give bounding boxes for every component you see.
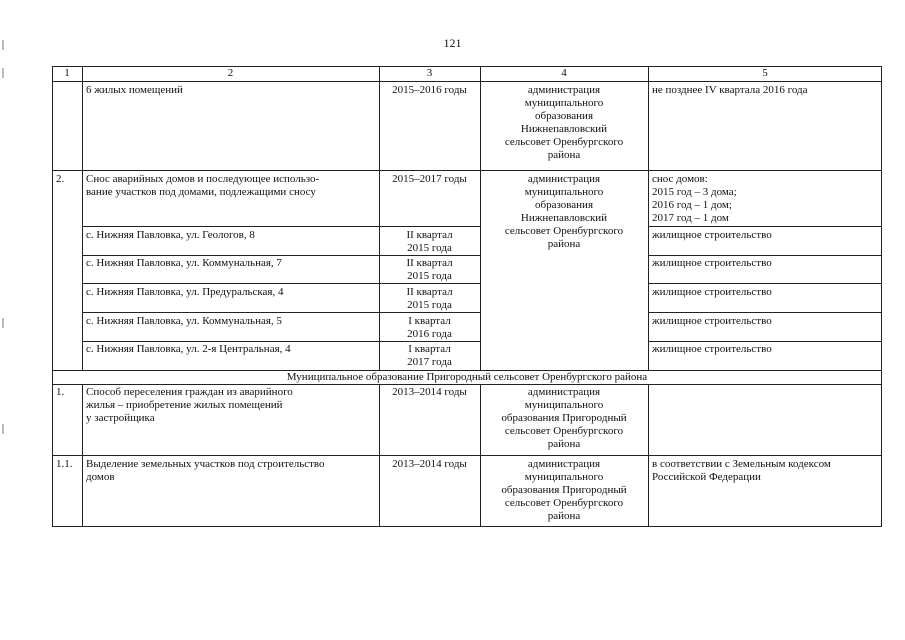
table-rule bbox=[648, 283, 882, 284]
table-rule bbox=[648, 341, 882, 342]
table-rule bbox=[52, 81, 882, 82]
table-rule bbox=[82, 226, 480, 227]
table-cell: с. Нижняя Павловка, ул. 2-я Центральная, 4 bbox=[86, 343, 291, 355]
table-rule bbox=[648, 226, 882, 227]
table-cell: жилищное строительство bbox=[652, 315, 772, 327]
table-cell: администрация муниципального образования Нижнепавловский сельсовет Оренбургского района bbox=[504, 84, 624, 161]
table-cell: администрация муниципального образования Пригородный сельсовет Оренбургского района bbox=[501, 458, 627, 522]
table-cell: с. Нижняя Павловка, ул. Коммунальная, 5 bbox=[86, 315, 282, 327]
table-cell: 2013–2014 годы bbox=[392, 386, 467, 398]
column-header: 5 bbox=[762, 67, 768, 79]
table-rule bbox=[82, 255, 480, 256]
table-cell: Способ переселения граждан из аварийного жилья – приобретение жилых помещений у застройщика bbox=[86, 386, 293, 424]
table-cell: в соответствии с Земельным кодексом Российской Федерации bbox=[652, 458, 831, 483]
table-cell: 6 жилых помещений bbox=[86, 84, 183, 96]
table-cell: Выделение земельных участков под строительство домов bbox=[86, 458, 325, 483]
scan-mark bbox=[2, 318, 4, 328]
table-cell: II квартал 2015 года bbox=[406, 229, 453, 254]
scan-mark bbox=[2, 424, 4, 434]
table-cell: I квартал 2016 года bbox=[407, 315, 452, 340]
table-cell: Снос аварийных домов и последующее использо- вание участков под домами, подлежащими сносу bbox=[86, 173, 320, 198]
table-cell: с. Нижняя Павловка, ул. Коммунальная, 7 bbox=[86, 257, 282, 269]
table-cell: с. Нижняя Павловка, ул. Предуральская, 4 bbox=[86, 286, 284, 298]
table-cell: администрация муниципального образования Нижнепавловский сельсовет Оренбургского района bbox=[504, 173, 624, 250]
table-cell: жилищное строительство bbox=[652, 257, 772, 269]
row-number: 1.1. bbox=[56, 458, 73, 470]
table-cell: 2015–2016 годы bbox=[392, 84, 467, 96]
scan-mark bbox=[2, 68, 4, 78]
column-header: 4 bbox=[561, 67, 567, 79]
table-cell: II квартал 2015 года bbox=[406, 257, 453, 282]
scan-mark bbox=[2, 40, 4, 50]
page-number: 121 bbox=[443, 36, 462, 50]
table-rule bbox=[82, 312, 480, 313]
row-number: 2. bbox=[56, 173, 65, 185]
document-table bbox=[52, 66, 882, 527]
table-cell: I квартал 2017 года bbox=[407, 343, 452, 368]
table-rule bbox=[52, 170, 882, 171]
table-rule bbox=[648, 312, 882, 313]
table-cell: жилищное строительство bbox=[652, 343, 772, 355]
table-border bbox=[52, 526, 882, 527]
column-header: 3 bbox=[426, 67, 433, 79]
column-header: 1 bbox=[64, 67, 70, 79]
table-rule bbox=[648, 255, 882, 256]
table-rule bbox=[82, 283, 480, 284]
table-cell: не позднее IV квартала 2016 года bbox=[652, 84, 808, 96]
table-rule bbox=[82, 341, 480, 342]
column-rule bbox=[648, 384, 649, 527]
table-rule bbox=[52, 384, 882, 385]
table-cell: администрация муниципального образования Пригородный сельсовет Оренбургского района bbox=[501, 386, 627, 450]
table-rule bbox=[52, 455, 882, 456]
table-cell: 2015–2017 годы bbox=[392, 173, 467, 185]
table-cell: 2013–2014 годы bbox=[392, 458, 467, 470]
column-header: 2 bbox=[227, 67, 234, 79]
section-heading: Муниципальное образование Пригородный сельсовет Оренбургского района bbox=[286, 371, 648, 383]
table-cell: снос домов: 2015 год – 3 дома; 2016 год – 1 дом; 2017 год – 1 дом bbox=[652, 173, 737, 224]
table-cell: с. Нижняя Павловка, ул. Геологов, 8 bbox=[86, 229, 255, 241]
row-number: 1. bbox=[56, 386, 65, 398]
table-cell: жилищное строительство bbox=[652, 286, 772, 298]
table-cell: жилищное строительство bbox=[652, 229, 772, 241]
column-rule bbox=[379, 384, 380, 527]
table-cell: II квартал 2015 года bbox=[406, 286, 453, 311]
